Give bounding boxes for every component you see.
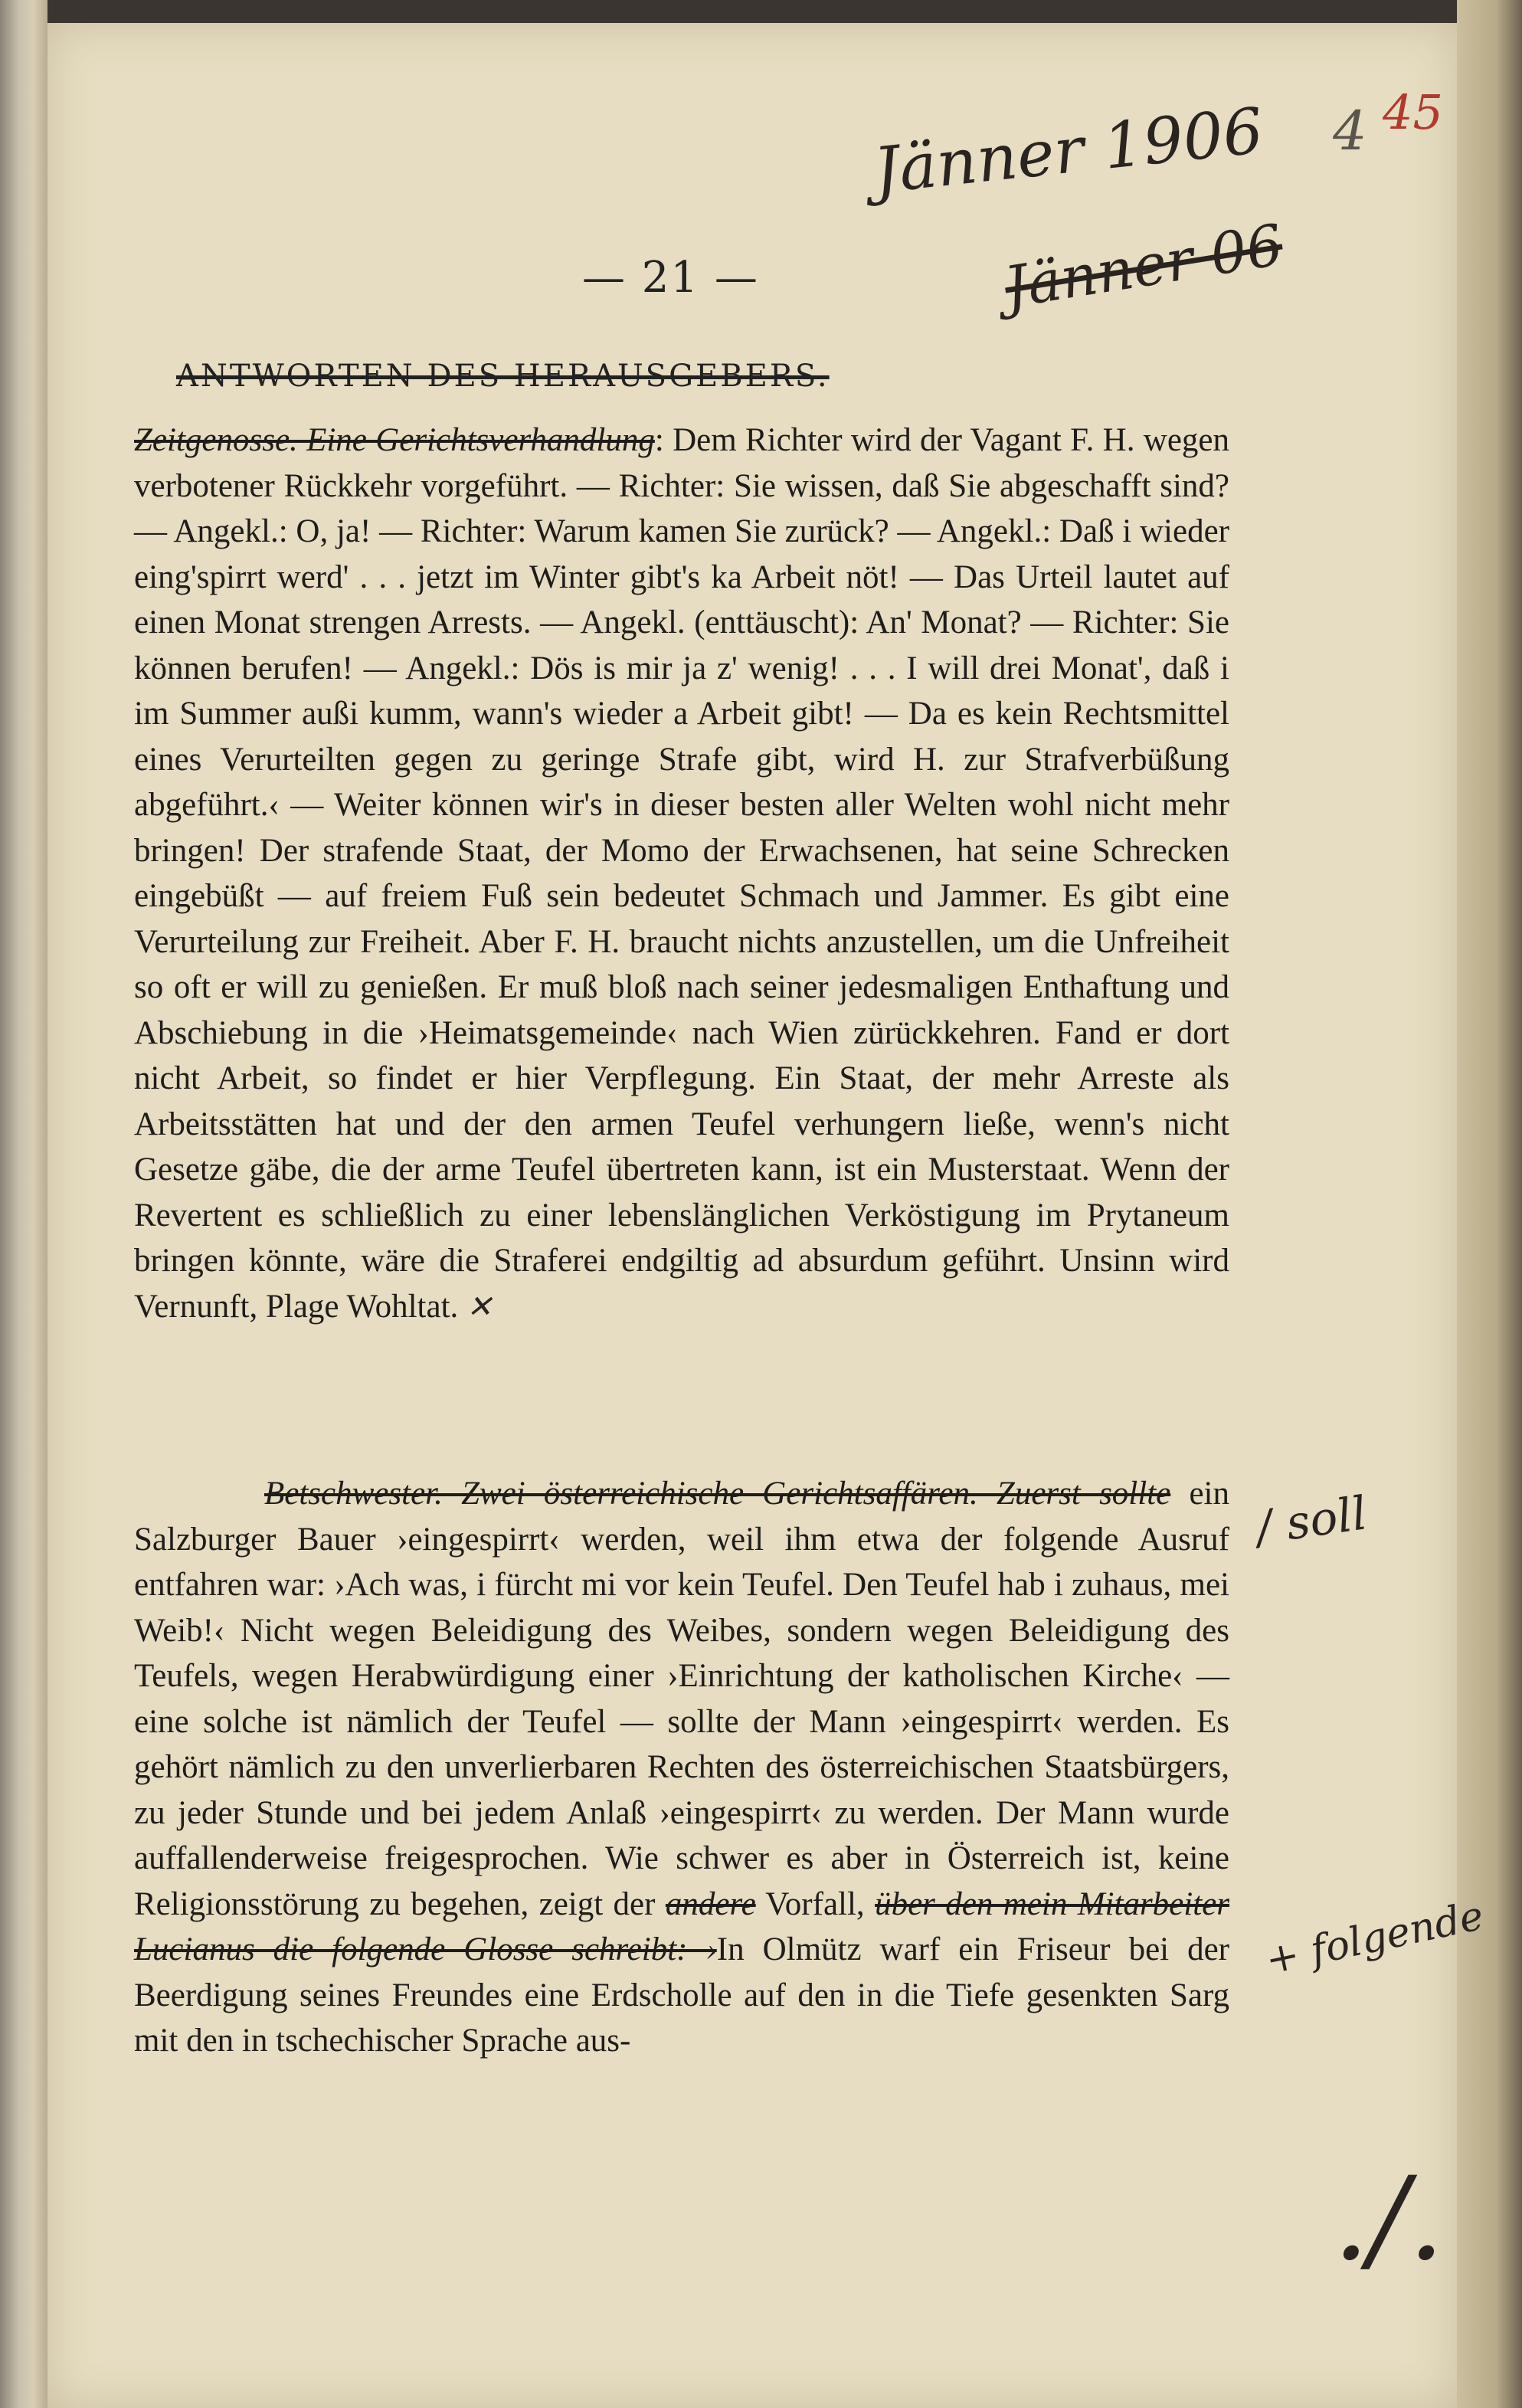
paragraph-2-text-c: In Olmütz warf ein Friseur bei der Beerdigung seines Freundes eine Erdscholle auf den in die Tiefe gesenkten Sarg mit den in tschechischer Sprache aus- [134, 1931, 1229, 2059]
handwritten-date-repeat: Jänner 06 [1000, 211, 1288, 322]
handwritten-date: Jänner 1906 [870, 94, 1267, 208]
margin-note-soll: / soll [1252, 1486, 1370, 1555]
struck-lead-2: Betschwester. Zwei österreichische Gerichtsaffären. Zuerst sollte [264, 1476, 1171, 1512]
paragraph-1-text: : Dem Richter wird der Vagant F. H. wegen verbotener Rückkehr vorgeführt. — Richter: Sie wissen, daß Sie abgeschafft sind? — Angekl.: O, ja! — Richter: Warum kamen Sie zurück? — Angekl.: Daß i wieder eing'spirrt werd' . . . jetzt im Winter gibt's ka Arbeit nöt! — Das Urteil lautet auf einen Monat strengen Arrests. — Angekl. (enttäuscht): An' Monat? — Richter: Sie können berufen! — Angekl.: Dös is mir ja z' wenig! . . . I will drei Monat', daß i im Summer außi kumm, wann's wieder a Arbeit gibt! — Da es kein Rechtsmittel eines Verurteilten gegen zu geringe Strafe gibt, wird H. zur Strafverbüßung abgeführt.‹ — Weiter können wir's in dieser besten aller Welten wohl nicht mehr bringen! Der strafende Staat, der Momo der Erwachsenen, hat seine Schrecken eingebüßt — auf freiem Fuß sein bedeutet Schmach und Jammer. Es gibt eine Verurteilung zur Freiheit. Aber F. H. braucht nichts anzustellen, um die Unfreiheit so oft er will zu genießen. Er muß bloß nach seiner jedesmaligen Enthaftung und Abschiebung in die ›Heimatsgemeinde‹ nach Wien zürückkehren. Fand er dort nicht Arbeit, so findet er hier Verpflegung. Ein Staat, der mehr Arreste als Arbeitsstätten hat und der den armen Teufel verhungern ließe, wenn's nicht Gesetze gäbe, die der arme Teufel übertreten kann, ist ein Musterstaat. Wenn der Revertent es schließlich zu einer lebenslänglichen Verköstigung im Prytaneum bringen könnte, wäre die Straferei endgiltig ad absurdum geführt. Unsinn wird Vernunft, Plage Wohltat. [134, 422, 1229, 1325]
paragraph-zeitgenosse [134, 418, 1229, 1329]
book-spine [0, 0, 47, 2408]
section-heading: ANTWORTEN DES HERAUSGEBERS. [176, 359, 830, 394]
continuation-mark: ./. [1333, 2153, 1445, 2286]
struck-word-andere: andere [665, 1885, 756, 1922]
struck-lead-1: Zeitgenosse. Eine Gerichtsverhandlung [134, 422, 655, 458]
paragraph-2-text-a: ein Salzburger Bauer ›eingespirrt‹ werden, weil ihm etwa der folgende Ausruf entfahren war: ›Ach was, i fürcht mi vor kein Teufel. Den Teufel hab i zuhaus, mei Weib!‹ Nicht wegen Beleidigung des Weibes, sondern wegen Beleidigung des Teufels, wegen Herabwürdigung einer ›Einrichtung der katholischen Kirche‹ — eine solche ist nämlich der Teufel — sollte der Mann ›eingespirrt‹ werden. Es gehört nämlich zu den unverlierbaren Rechten des österreichischen Staatsbürgers, zu jeder Stunde und bei jedem Anlaß ›eingespirrt‹ zu werden. Der Mann wurde auffallenderweise freigesprochen. Wie schwer es aber in Österreich ist, keine Religionsstörung zu begehen, zeigt der [134, 1476, 1229, 1922]
folio-number-red: 45 [1383, 84, 1443, 140]
margin-note-folgende: + folgende [1261, 1892, 1488, 1984]
sheet-edge [1457, 0, 1522, 2408]
folio-number-pencil: 4 [1333, 100, 1367, 162]
paragraph-betschwester [134, 1471, 1229, 2064]
struck-tail: über den mein Mitarbeiter Lucianus die folgende Glosse schreibt: › [134, 1885, 1229, 1967]
paragraph-2-text-b: Vorfall, [765, 1885, 865, 1922]
insertion-mark: ✕ [466, 1289, 493, 1324]
page-number: — 21 — [582, 253, 759, 303]
